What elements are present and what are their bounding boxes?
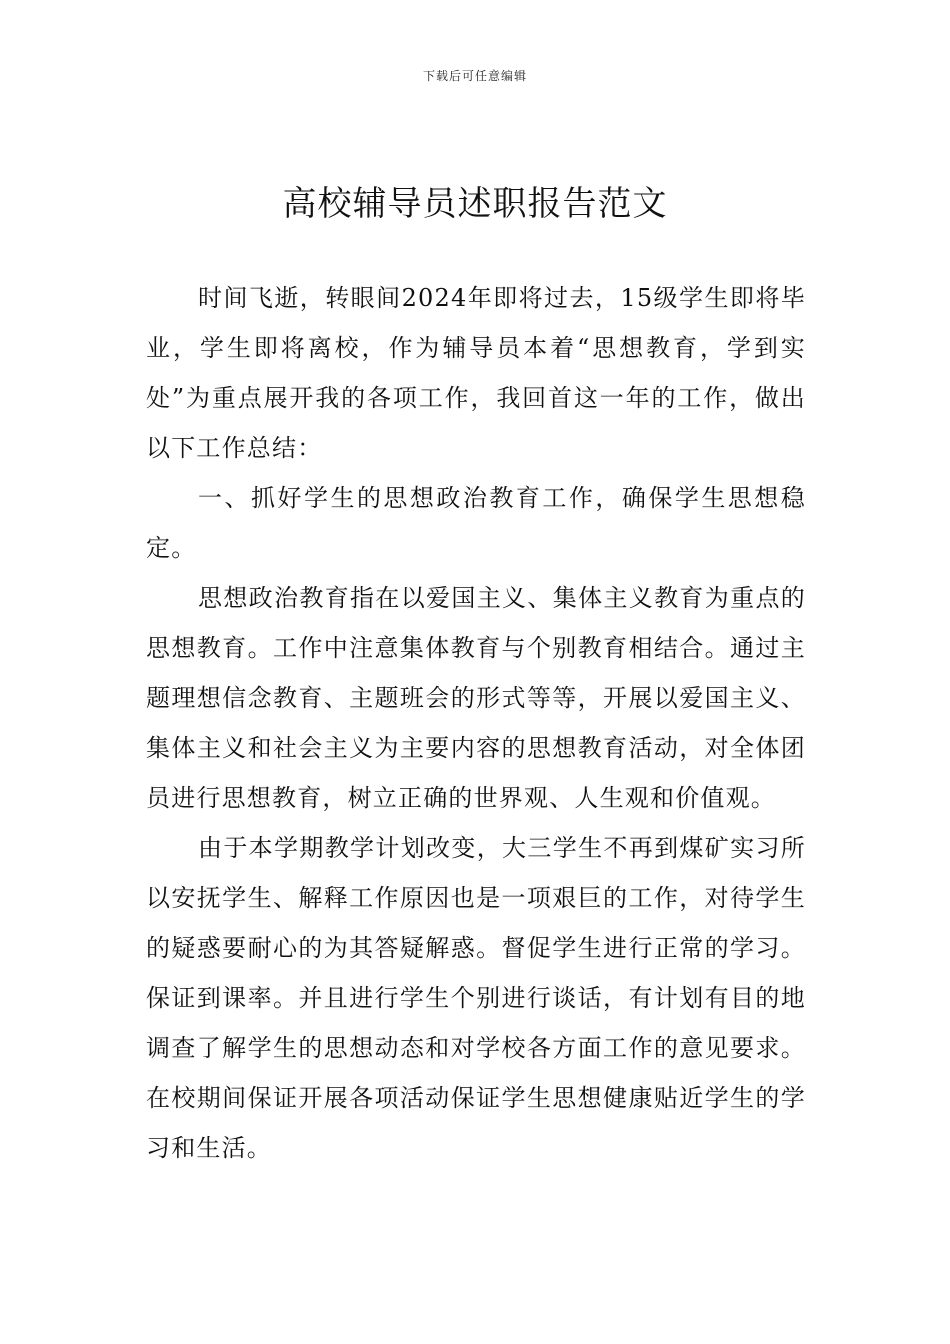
header-note: 下载后可任意编辑 (422, 69, 527, 83)
paragraph-section-heading: 一、抓好学生的思想政治教育工作，确保学生思想稳定。 (146, 484, 806, 562)
document-title: 高校辅导员述职报告范文 (282, 184, 668, 224)
paragraph-teaching-plan: 由于本学期教学计划改变，大三学生不再到煤矿实习所以安抚学生、解释工作原因也是一项艰巨的工作，对待学生的疑惑要耐心的为其答疑解惑。督促学生进行正常的学习。保证到课率。并且进行学生个别进行谈话，有计划有目的地调查了解学生的思想动态和对学校各方面工作的意见要求。在校期间保证开展各项活动保证学生思想健康贴近学生的学习和生活。 (146, 834, 806, 1162)
paragraph-political-education: 思想政治教育指在以爱国主义、集体主义教育为重点的思想教育。工作中注意集体教育与个别教育相结合。通过主题理想信念教育、主题班会的形式等等，开展以爱国主义、集体主义和社会主义为主要内容的思想教育活动，对全体团员进行思想教育，树立正确的世界观、人生观和价值观。 (146, 584, 806, 812)
paragraph-intro: 时间飞逝，转眼间2024年即将过去，15级学生即将毕业，学生即将离校，作为辅导员本着“思想教育，学到实处”为重点展开我的各项工作，我回首这一年的工作，做出以下工作总结： (146, 284, 806, 462)
document-body (146, 273, 806, 1173)
